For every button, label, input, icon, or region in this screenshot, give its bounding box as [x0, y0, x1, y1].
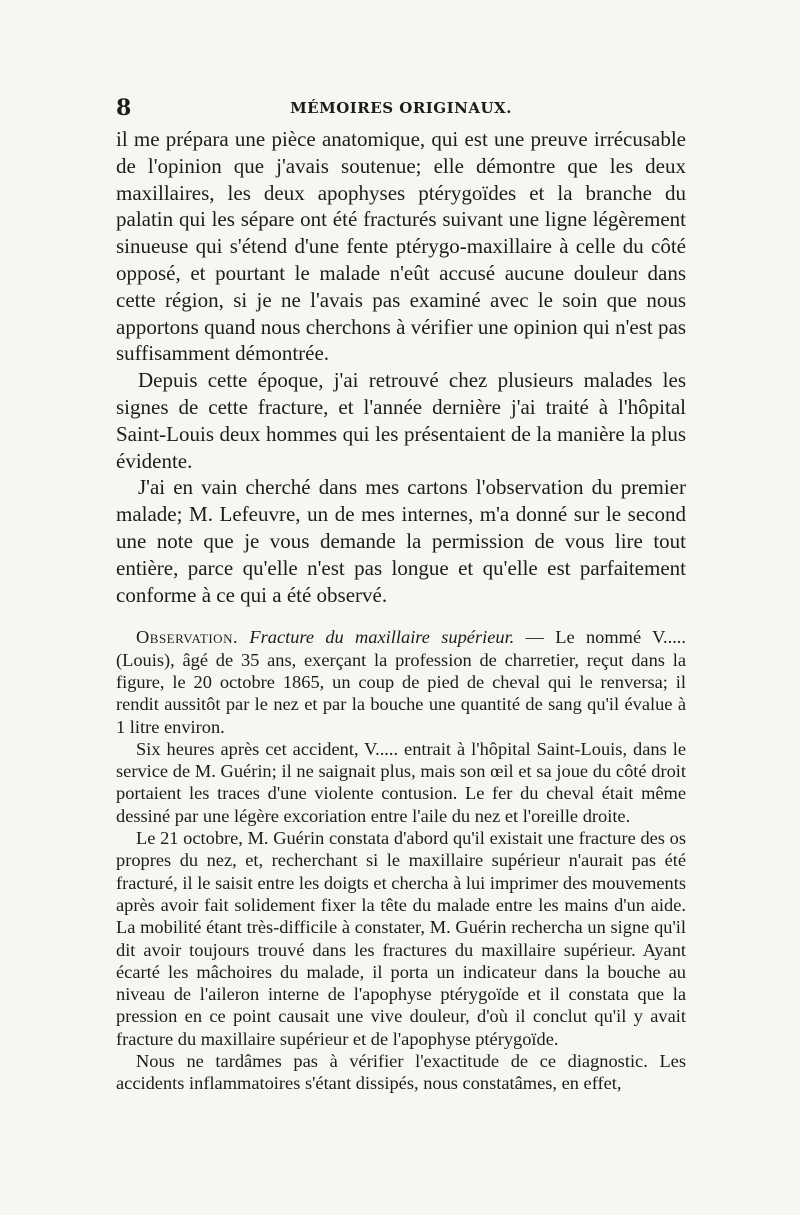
observation-paragraph: Le 21 octobre, M. Guérin constata d'abord qu'il existait une fracture des os propres du nez, et, recherchant si le maxillaire supérieur n'aurait pas été fracturé, il le saisit entre les doigts et chercha à lui imprimer des mouvements après avoir fait solidement fixer la tête du malade entre les mains d'un aide. La mobilité étant très-difficile à constater, M. Guérin rechercha un signe qu'il dit avoir toujours trouvé dans les fractures du maxillaire supérieur. Ayant écarté les mâchoires du malade, il porta un indicateur dans la bouche au niveau de l'aileron interne de l'apophyse ptérygoïde et il constata que la pression en ce point causait une vive douleur, d'où il conclut qu'il y avait fracture du maxillaire supérieur et de l'apophyse ptérygoïde.	[116, 828, 686, 1049]
observation-title: Fracture du maxillaire supérieur.	[249, 627, 515, 648]
observation-paragraph: Six heures après cet accident, V..... entrait à l'hôpital Saint-Louis, dans le service de M. Guérin; il ne saignait plus, mais son œil et sa joue du côté droit portaient les traces d'une violente contusion. Le fer du cheval était même dessiné par une légère excoriation entre l'aile du nez et l'oreille droite.	[116, 738, 686, 826]
body-text	[116, 126, 686, 1095]
observation-section	[116, 626, 686, 1094]
observation-intro	[116, 626, 686, 737]
observation-paragraph: Nous ne tardâmes pas à vérifier l'exactitude de ce diagnostic. Les accidents inflammatoires s'étant dissipés, nous constatâmes, en effet,	[116, 1050, 686, 1094]
paragraph: il me prépara une pièce anatomique, qui est une preuve irrécusable de l'opinion que j'avais soutenue; elle démontre que les deux maxillaires, les deux apophyses ptérygoïdes et la branche du palatin qui les sépare ont été fracturés suivant une ligne légèrement sinueuse qui s'étend d'une fente ptérygo-maxillaire à celle du côté opposé, et pourtant le malade n'eût accusé aucune douleur dans cette région, si je ne l'avais pas examiné avec le soin que nous apportons quand nous cherchons à vérifier une opinion qui n'est pas suffisamment démontrée.	[116, 127, 686, 366]
observation-intro-text: — Le nommé V..... (Louis), âgé de 35 ans, exerçant la profession de charretier, reçut dans la figure, le 20 octobre 1865, un coup de pied de cheval qui le renversa; il rendit aussitôt par le nez et par la bouche une quantité de sang qu'il évalue à 1 litre environ.	[116, 627, 686, 737]
page-number: 8	[116, 95, 132, 121]
paragraph: J'ai en vain cherché dans mes cartons l'observation du premier malade; M. Lefeuvre, un de mes internes, m'a donné sur le second une note que je vous demande la permission de vous lire tout entière, parce qu'elle n'est pas longue et qu'elle est parfaitement conforme à ce qui a été observé.	[116, 475, 686, 607]
running-head	[116, 96, 686, 120]
running-title: MÉMOIRES ORIGINAUX.	[290, 99, 512, 117]
observation-label: Observation.	[136, 627, 239, 648]
main-text	[116, 126, 686, 608]
paragraph: Depuis cette époque, j'ai retrouvé chez plusieurs malades les signes de cette fracture, et l'année dernière j'ai traité à l'hôpital Saint-Louis deux hommes qui les présentaient de la manière la plus évidente.	[116, 368, 686, 473]
